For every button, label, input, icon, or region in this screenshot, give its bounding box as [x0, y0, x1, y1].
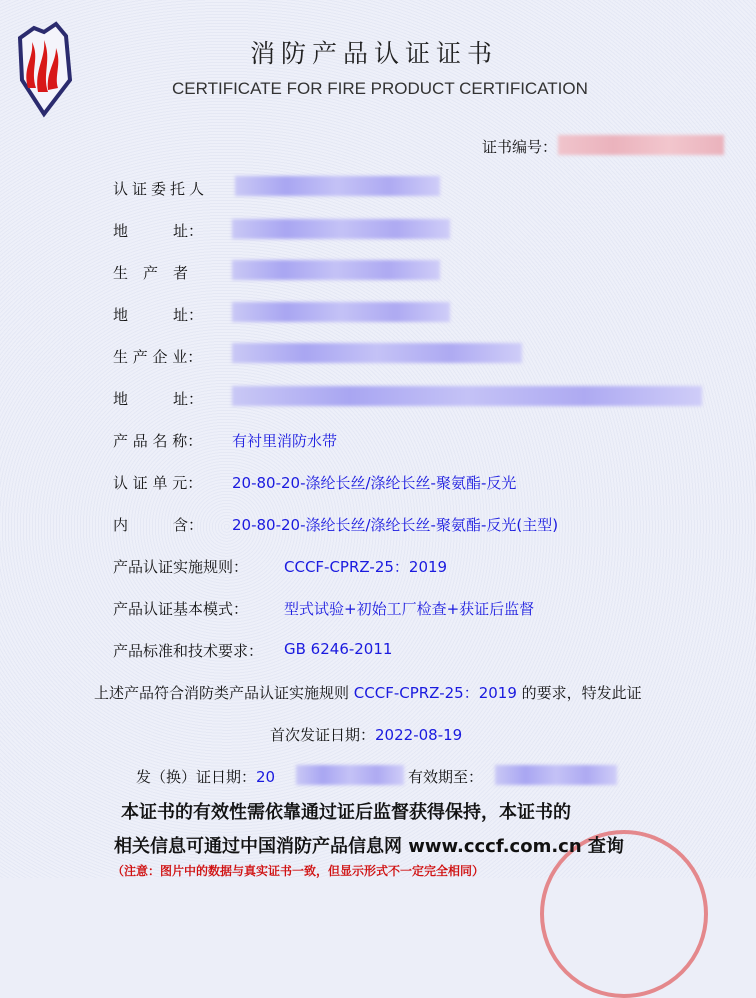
field-label: 认 证 单 元：: [113, 474, 203, 492]
first-issue-label: 首次发证日期：: [270, 726, 376, 744]
issue-date: [136, 766, 275, 787]
field-label: 地 址：: [113, 306, 204, 324]
field-label: 内 含：: [113, 516, 204, 534]
first-issue-date: [270, 724, 462, 745]
field-redacted: [232, 260, 440, 280]
issue-date-label: 发（换）证日期：: [136, 768, 257, 786]
footer-line-1: 本证书的有效性需依靠通过证后监督获得保持，本证书的: [121, 802, 571, 823]
footer-note: （注意：图片中的数据与真实证书一致，但显示形式不一定完全相同）: [112, 864, 485, 878]
field-redacted: [232, 386, 702, 406]
valid-until-label: 有效期至：: [408, 768, 484, 786]
standard: GB 6246-2011: [284, 640, 393, 658]
certificate-title: 消防产品认证证书: [250, 39, 499, 68]
field-label: 产 品 名 称：: [113, 432, 203, 450]
certificate-subtitle: CERTIFICATE FOR FIRE PRODUCT CERTIFICATION: [172, 79, 588, 98]
statement: [94, 682, 642, 703]
fire-shield-logo-icon: [14, 18, 72, 118]
rule: CCCF-CPRZ-25：2019: [284, 558, 448, 576]
statement-pre: 上述产品符合消防类产品认证实施规则: [94, 684, 354, 702]
footer-line-2: 相关信息可通过中国消防产品信息网 www.cccf.com.cn 查询: [114, 836, 624, 857]
field-redacted: [232, 302, 450, 322]
cert-mode: 型式试验+初始工厂检查+获证后监督: [284, 600, 535, 618]
field-label: 地 址：: [113, 222, 204, 240]
statement-post: 的要求，特发此证: [516, 684, 642, 702]
cert-number-redacted: [558, 135, 724, 155]
field-label: 生 产 企 业：: [113, 348, 203, 366]
contains: 20-80-20-涤纶长丝/涤纶长丝-聚氨酯-反光(主型): [232, 516, 559, 534]
field-label: 产品认证基本模式：: [113, 600, 249, 618]
valid-until-redacted: [495, 765, 617, 785]
first-issue-value: 2022-08-19: [375, 726, 463, 744]
cert-number-label: 证书编号：: [482, 138, 558, 156]
issue-date-prefix: 20: [256, 768, 276, 786]
field-label: 产品认证实施规则：: [113, 558, 249, 576]
statement-rule: CCCF-CPRZ-25：2019: [353, 684, 517, 702]
cert-unit: 20-80-20-涤纶长丝/涤纶长丝-聚氨酯-反光: [232, 474, 517, 492]
field-label: 产品标准和技术要求：: [113, 642, 264, 660]
field-label: 生 产 者: [113, 264, 189, 282]
field-redacted: [235, 176, 440, 196]
issue-date-redacted: [296, 765, 404, 785]
field-redacted: [232, 343, 522, 363]
field-redacted: [232, 219, 450, 239]
field-label: 地 址：: [113, 390, 204, 408]
field-label: 认证委托人: [113, 180, 209, 198]
product-name: 有衬里消防水带: [232, 432, 338, 450]
